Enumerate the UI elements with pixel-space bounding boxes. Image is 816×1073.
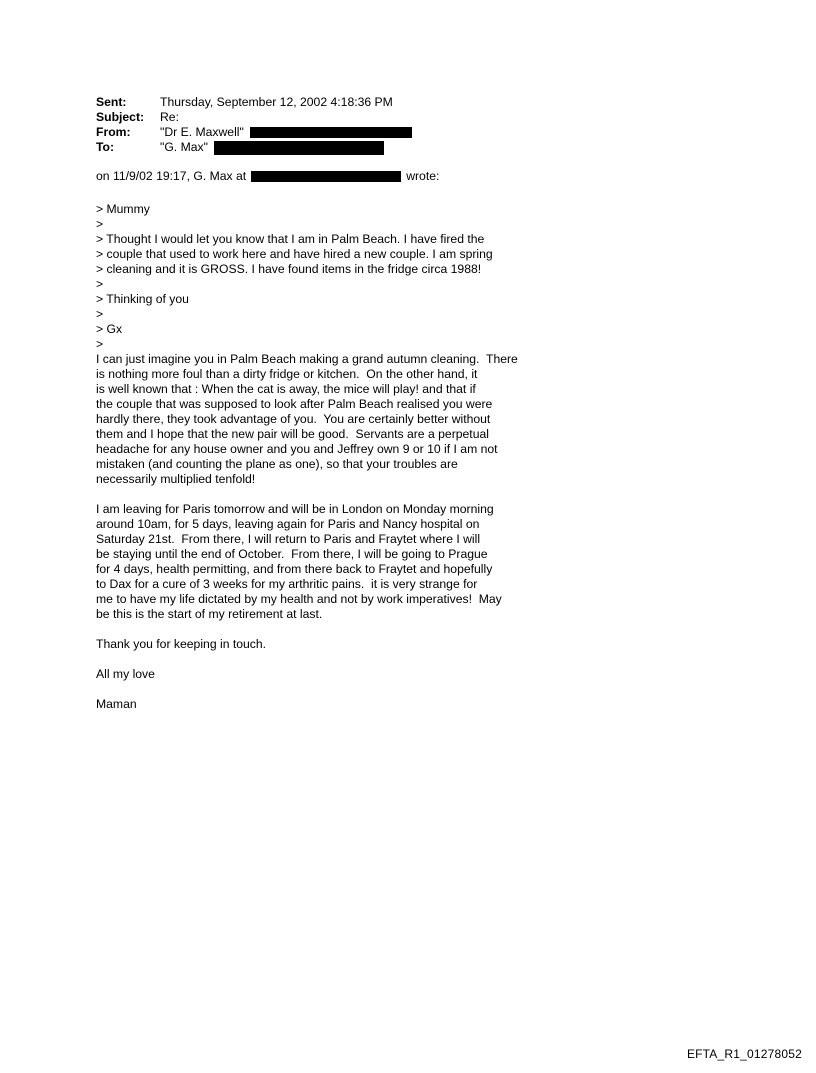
signature	[96, 697, 736, 712]
to-label: To:	[96, 140, 115, 154]
reply-line: be staying until the end of October. From there, I will be going to Prague	[96, 547, 488, 561]
subject-label: Subject:	[96, 110, 145, 124]
sent-label: Sent:	[96, 95, 127, 109]
quote-attribution	[96, 169, 736, 184]
reply-line: I am leaving for Paris tomorrow and will be in London on Monday morning	[96, 502, 494, 516]
quoted-line: > cleaning and it is GROSS. I have found items in the fridge circa 1988!	[96, 262, 482, 276]
reply-line: I can just imagine you in Palm Beach making a grand autumn cleaning. There	[96, 352, 518, 366]
reply-line: Saturday 21st. From there, I will return to Paris and Fraytet where I will	[96, 532, 481, 546]
love-line: All my love	[96, 667, 155, 681]
email-header	[96, 95, 736, 155]
quoted-line: > Thought I would let you know that I am in Palm Beach. I have fired the	[96, 232, 485, 246]
reply-line: necessarily multiplied tenfold!	[96, 472, 256, 486]
from-email-redaction	[250, 127, 412, 138]
reply-line: around 10am, for 5 days, leaving again for Paris and Nancy hospital on	[96, 517, 480, 531]
to-value: "G. Max"	[160, 140, 208, 154]
sent-value: Thursday, September 12, 2002 4:18:36 PM	[160, 95, 393, 109]
from-value: "Dr E. Maxwell"	[160, 125, 244, 139]
reply-line: the couple that was supposed to look after Palm Beach realised you were	[96, 397, 493, 411]
quoted-message	[96, 202, 736, 352]
quoted-line: > couple that used to work here and have hired a new couple. I am spring	[96, 247, 493, 261]
reply-line: me to have my life dictated by my health and not by work imperatives! May	[96, 592, 502, 606]
reply-paragraph-1	[96, 352, 736, 487]
reply-line: be this is the start of my retirement at last.	[96, 607, 323, 621]
reply-line: headache for any house owner and you and Jeffrey own 9 or 10 if I am not	[96, 442, 498, 456]
quoted-line: > Gx	[96, 322, 123, 336]
closing-love	[96, 667, 736, 682]
reply-line: hardly there, they took advantage of you. You are certainly better without	[96, 412, 491, 426]
email-body	[96, 95, 736, 712]
closing-thanks	[96, 637, 736, 652]
signature-line: Maman	[96, 697, 137, 711]
reply-line: is nothing more foul than a dirty fridge or kitchen. On the other hand, it	[96, 367, 478, 381]
to-email-redaction	[214, 141, 384, 155]
quoted-line: >	[96, 217, 104, 231]
quoted-line: >	[96, 277, 104, 291]
reply-paragraph-2	[96, 502, 736, 622]
attribution-email-redaction	[251, 171, 401, 182]
reply-line: to Dax for a cure of 3 weeks for my arthritic pains. it is very strange for	[96, 577, 478, 591]
document-id-footer: EFTA_R1_01278052	[686, 1047, 802, 1061]
attribution-suffix: wrote:	[406, 169, 440, 183]
from-row	[96, 125, 736, 140]
thanks-line: Thank you for keeping in touch.	[96, 637, 267, 651]
attribution-prefix: on 11/9/02 19:17, G. Max at	[96, 169, 247, 183]
reply-line: mistaken (and counting the plane as one), so that your troubles are	[96, 457, 458, 471]
quoted-line: >	[96, 307, 104, 321]
reply-line: is well known that : When the cat is away, the mice will play! and that if	[96, 382, 476, 396]
reply-line: them and I hope that the new pair will be good. Servants are a perpetual	[96, 427, 489, 441]
quoted-line: > Mummy	[96, 202, 150, 216]
subject-row	[96, 110, 736, 125]
subject-value: Re:	[160, 110, 179, 124]
quoted-line: > Thinking of you	[96, 292, 189, 306]
reply-line: for 4 days, health permitting, and from there back to Fraytet and hopefully	[96, 562, 493, 576]
quoted-line: >	[96, 337, 104, 351]
sent-row	[96, 95, 736, 110]
from-label: From:	[96, 125, 131, 139]
to-row	[96, 140, 736, 155]
